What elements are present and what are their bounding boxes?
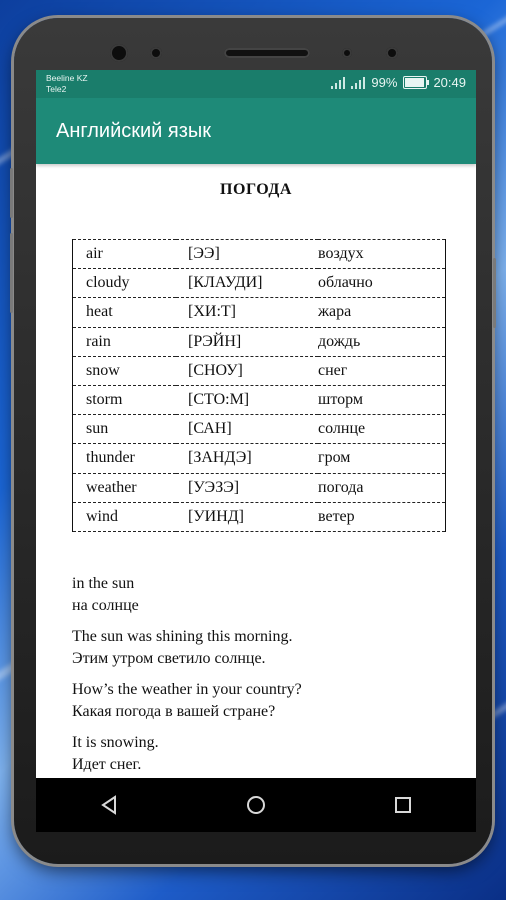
vocab-row	[73, 327, 446, 356]
vocab-russian: гром	[318, 444, 446, 473]
vocab-row	[73, 415, 446, 444]
home-button[interactable]	[236, 785, 276, 825]
proximity-sensor-icon	[342, 48, 352, 58]
vocab-transcription: [УИНД]	[176, 502, 318, 531]
vocab-russian: ветер	[318, 502, 446, 531]
vocab-transcription: [ХИ:Т]	[176, 298, 318, 327]
carrier-1: Beeline KZ	[46, 73, 88, 83]
status-bar	[36, 70, 476, 98]
vocab-english: heat	[73, 298, 177, 327]
phrase-russian: Этим утром светило солнце.	[72, 650, 266, 667]
back-button[interactable]	[89, 785, 129, 825]
battery-icon	[403, 76, 427, 89]
vocab-english: thunder	[73, 444, 177, 473]
vocab-russian: шторм	[318, 385, 446, 414]
content-page[interactable]	[36, 181, 476, 773]
nav-bar	[36, 778, 476, 832]
home-icon	[245, 794, 267, 816]
recents-button[interactable]	[383, 785, 423, 825]
vocab-transcription: [СНОУ]	[176, 356, 318, 385]
battery-percent: 99%	[371, 75, 398, 90]
vocab-row	[73, 385, 446, 414]
vocab-english: cloudy	[73, 269, 177, 298]
vocab-row	[73, 298, 446, 327]
vocab-row	[73, 444, 446, 473]
phrase-english: How’s the weather in your country?	[72, 681, 302, 698]
vocab-english: air	[73, 240, 177, 269]
signal-1-icon	[331, 77, 345, 89]
vocab-english: rain	[73, 327, 177, 356]
vocab-transcription: [РЭЙН]	[176, 327, 318, 356]
recents-icon	[392, 794, 414, 816]
screen	[36, 70, 476, 778]
vocab-english: weather	[73, 473, 177, 502]
vocab-row	[73, 269, 446, 298]
phrase-russian: Идет снег.	[72, 756, 142, 773]
vocab-row	[73, 473, 446, 502]
vocab-russian: солнце	[318, 415, 446, 444]
vocab-row	[73, 502, 446, 531]
back-icon	[98, 794, 120, 816]
phrase-item	[72, 732, 302, 776]
vocab-transcription: [УЭЗЭ]	[176, 473, 318, 502]
phrase-russian: на солнце	[72, 597, 139, 614]
app-bar	[36, 98, 476, 164]
clock: 20:49	[433, 75, 466, 90]
page-heading: ПОГОДА	[220, 181, 292, 198]
carrier-info	[46, 73, 88, 95]
phrase-item	[72, 573, 302, 617]
vocab-russian: дождь	[318, 327, 446, 356]
vocab-transcription: [КЛАУДИ]	[176, 269, 318, 298]
vocab-russian: воздух	[318, 240, 446, 269]
vocab-transcription: [ЭЭ]	[176, 240, 318, 269]
vocab-english: snow	[73, 356, 177, 385]
vocab-russian: погода	[318, 473, 446, 502]
phrase-english: It is snowing.	[72, 734, 159, 751]
phrase-russian: Какая погода в вашей стране?	[72, 703, 276, 720]
vocab-table	[72, 239, 446, 532]
phrase-item	[72, 679, 302, 723]
phrase-english: The sun was shining this morning.	[72, 628, 293, 645]
vocab-russian: жара	[318, 298, 446, 327]
vocab-row	[73, 356, 446, 385]
signal-2-icon	[351, 77, 365, 89]
front-camera-icon	[110, 44, 128, 62]
sensor-icon	[150, 47, 162, 59]
phrase-list	[72, 573, 302, 778]
phrase-english: in the sun	[72, 575, 135, 592]
vocab-transcription: [САН]	[176, 415, 318, 444]
phrase-item	[72, 626, 302, 670]
vocab-english: storm	[73, 385, 177, 414]
vocab-transcription: [СТО:М]	[176, 385, 318, 414]
vocab-transcription: [ЗАНДЭ]	[176, 444, 318, 473]
vocab-russian: снег	[318, 356, 446, 385]
vocab-english: sun	[73, 415, 177, 444]
carrier-2: Tele2	[46, 84, 67, 94]
app-title: Английский язык	[56, 120, 212, 142]
vocab-russian: облачно	[318, 269, 446, 298]
vocab-row	[73, 240, 446, 269]
vocab-english: wind	[73, 502, 177, 531]
light-sensor-icon	[386, 47, 398, 59]
speaker-grille	[224, 48, 310, 58]
